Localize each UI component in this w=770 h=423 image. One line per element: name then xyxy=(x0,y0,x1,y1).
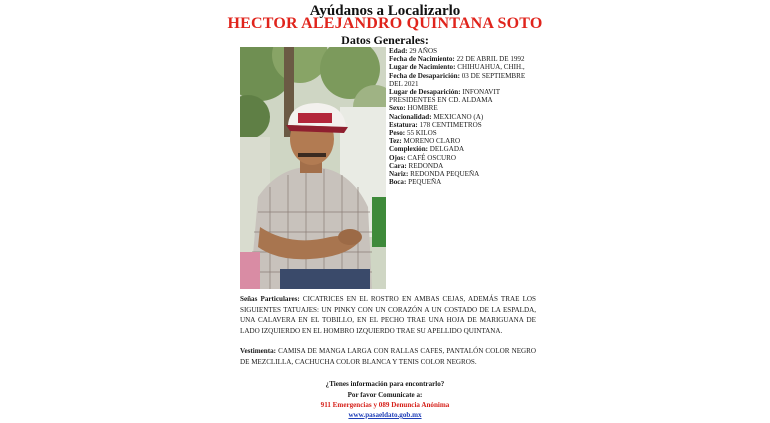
distinguishing-marks-text: CICATRICES EN EL ROSTRO EN AMBAS CEJAS, ADEMÁS TRAE LOS SIGUIENTES TATUAJES: UN PINKY CON UN CORAZÓN A UN COSTADO DE LA ESPALDA, UNA CALAVERA EN EL TOBILLO, EN EL PECHO TRAE UNA HOJA DE MARIGUANA DE LADO IZQUIERDO EN EL HOMBRO IZQUIERDO TRAE SU APELLIDO QUINTANA. xyxy=(240,295,536,335)
fact-birth-place: Lugar de Nacimiento: CHIHUAHUA, CHIH., xyxy=(389,63,525,72)
missing-person-name: HECTOR ALEJANDRO QUINTANA SOTO xyxy=(227,15,543,32)
fact-nationality: Nacionalidad: MEXICANO (A) xyxy=(389,112,484,121)
footer-question: ¿Tienes información para encontrarlo? xyxy=(325,380,445,388)
fact-sex: Sexo: HOMBRE xyxy=(389,104,438,113)
fact-build: Complexión: DELGADA xyxy=(389,145,465,154)
person-photo xyxy=(240,47,386,289)
fact-weight: Peso: 55 KILOS xyxy=(389,129,437,138)
distinguishing-marks xyxy=(240,294,536,336)
footer-contact-prompt: Por favor Comunicate a: xyxy=(347,391,423,399)
fact-age: Edad: 29 AÑOS xyxy=(389,47,438,55)
general-data-list xyxy=(389,47,537,186)
fact-birth-date: Fecha de Nacimiento: 22 DE ABRIL DE 1992 xyxy=(389,55,525,64)
fact-disappearance-date: Fecha de Desaparición: 03 DE SEPTIEMBRE DEL 2021 xyxy=(389,71,526,88)
fact-complexion-tone: Tez: MORENO CLARO xyxy=(389,137,461,146)
section-title: Datos Generales: xyxy=(341,33,429,47)
fact-disappearance-place: Lugar de Desaparición: INFONAVIT PRESIDENTES EN CD. ALDAMA xyxy=(389,88,500,105)
fact-face: Cara: REDONDA xyxy=(389,161,444,170)
clothing-text: CAMISA DE MANGA LARGA CON RALLAS CAFES, PANTALÓN COLOR NEGRO DE MEZCLILLA, CACHUCHA COLOR BLANCA Y TENIS COLOR NEGROS. xyxy=(240,347,536,366)
website-link[interactable]: www.pasaeldato.gob.mx xyxy=(348,411,422,419)
fact-eyes: Ojos: CAFÉ OSCURO xyxy=(389,153,457,162)
emergency-phones: 911 Emergencias y 089 Denuncia Anónima xyxy=(320,401,450,409)
distinguishing-marks-label: Señas Particulares: xyxy=(240,295,300,303)
fact-height: Estatura: 178 CENTIMETROS xyxy=(389,120,482,129)
clothing-label: Vestimenta: xyxy=(240,347,276,355)
fact-nose: Nariz: REDONDA PEQUEÑA xyxy=(389,170,480,179)
poster-heading: Ayúdanos a Localizarlo xyxy=(309,3,461,19)
fact-mouth: Boca: PEQUEÑA xyxy=(389,178,442,187)
clothing-description xyxy=(240,346,536,367)
